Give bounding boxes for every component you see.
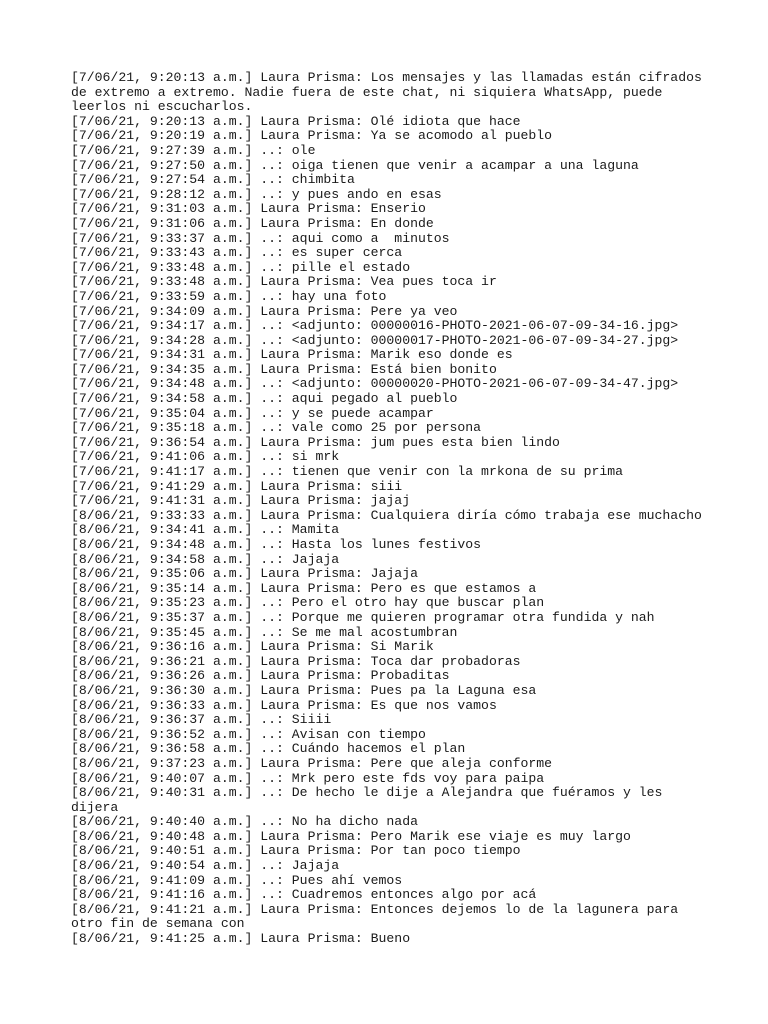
chat-message-line: [8/06/21, 9:34:58 a.m.] ..: Jajaja [71,551,340,567]
chat-message-line: [8/06/21, 9:40:07 a.m.] ..: Mrk pero este fds voy para paipa [71,770,545,786]
chat-message-line: [7/06/21, 9:41:29 a.m.] Laura Prisma: siii [71,478,403,494]
chat-message-line: [8/06/21, 9:36:16 a.m.] Laura Prisma: Si Marik [71,639,434,655]
chat-message-line: [7/06/21, 9:36:54 a.m.] Laura Prisma: jum pues esta bien lindo [71,434,560,450]
chat-message-line: [8/06/21, 9:41:21 a.m.] Laura Prisma: Entonces dejemos lo de la lagunera para otro fin de semana con [71,901,687,932]
chat-message-line: [7/06/21, 9:27:39 a.m.] ..: ole [71,142,316,158]
chat-message-line: [8/06/21, 9:36:26 a.m.] Laura Prisma: Probaditas [71,668,450,684]
chat-message-line: [7/06/21, 9:28:12 a.m.] ..: y pues ando en esas [71,186,442,202]
chat-message-line: [8/06/21, 9:35:14 a.m.] Laura Prisma: Pero es que estamos a [71,580,537,596]
chat-message-line: [8/06/21, 9:41:16 a.m.] ..: Cuadremos entonces algo por acá [71,887,537,903]
chat-message-line: [7/06/21, 9:34:48 a.m.] ..: <adjunto: 00000020-PHOTO-2021-06-07-09-34-47.jpg> [71,376,679,392]
chat-message-line: [8/06/21, 9:36:33 a.m.] Laura Prisma: Es que nos vamos [71,697,497,713]
chat-message-line: [8/06/21, 9:35:37 a.m.] ..: Porque me quieren programar otra fundida y nah [71,609,655,625]
chat-message-line: [7/06/21, 9:35:04 a.m.] ..: y se puede acampar [71,405,434,421]
chat-message-line: [7/06/21, 9:34:58 a.m.] ..: aqui pegado al pueblo [71,391,458,407]
chat-message-line: [7/06/21, 9:34:17 a.m.] ..: <adjunto: 00000016-PHOTO-2021-06-07-09-34-16.jpg> [71,318,679,334]
chat-message-line: [7/06/21, 9:27:54 a.m.] ..: chimbita [71,172,355,188]
chat-message-line: [8/06/21, 9:37:23 a.m.] Laura Prisma: Pere que aleja conforme [71,755,553,771]
chat-message-line: [8/06/21, 9:35:06 a.m.] Laura Prisma: Jajaja [71,566,418,582]
chat-message-line: [7/06/21, 9:41:17 a.m.] ..: tienen que venir con la mrkona de su prima [71,464,623,480]
chat-message-line: [7/06/21, 9:33:48 a.m.] ..: pille el estado [71,259,411,275]
chat-message-line: [8/06/21, 9:40:54 a.m.] ..: Jajaja [71,858,340,874]
chat-message-line: [8/06/21, 9:36:58 a.m.] ..: Cuándo hacemos el plan [71,741,466,757]
chat-message-line: [7/06/21, 9:33:43 a.m.] ..: es super cerca [71,245,403,261]
chat-message-line: [8/06/21, 9:40:48 a.m.] Laura Prisma: Pero Marik ese viaje es muy largo [71,828,631,844]
chat-message-line: [7/06/21, 9:31:06 a.m.] Laura Prisma: En donde [71,215,434,231]
chat-message-line: [7/06/21, 9:20:19 a.m.] Laura Prisma: Ya se acomodo al pueblo [71,128,553,144]
chat-message-line: [7/06/21, 9:34:31 a.m.] Laura Prisma: Marik eso donde es [71,347,513,363]
chat-message-line: [7/06/21, 9:34:09 a.m.] Laura Prisma: Pere ya veo [71,303,458,319]
chat-message-line: [7/06/21, 9:41:06 a.m.] ..: si mrk [71,449,340,465]
chat-message-line: [7/06/21, 9:34:35 a.m.] Laura Prisma: Está bien bonito [71,361,497,377]
chat-message-line: [7/06/21, 9:20:13 a.m.] Laura Prisma: Olé idiota que hace [71,113,521,129]
chat-message-line: [8/06/21, 9:41:09 a.m.] ..: Pues ahí vemos [71,872,403,888]
chat-message-line: [7/06/21, 9:33:59 a.m.] ..: hay una foto [71,288,387,304]
chat-message-line: [8/06/21, 9:34:48 a.m.] ..: Hasta los lunes festivos [71,537,482,552]
chat-message-line: [8/06/21, 9:41:25 a.m.] Laura Prisma: Bueno [71,931,411,947]
chat-message-line: [7/06/21, 9:20:13 a.m.] Laura Prisma: Los mensajes y las llamadas están cifrados de extremo a extremo. Nadie fuera de este chat, ni siquiera WhatsApp, puede leerlos ni escucharlos. [71,70,710,115]
chat-message-line: [7/06/21, 9:33:48 a.m.] Laura Prisma: Vea pues toca ir [71,274,497,290]
chat-message-line: [8/06/21, 9:40:40 a.m.] ..: No ha dicho nada [71,814,418,830]
chat-message-line: [8/06/21, 9:36:30 a.m.] Laura Prisma: Pues pa la Laguna esa [71,682,537,698]
chat-message-line: [7/06/21, 9:41:31 a.m.] Laura Prisma: jajaj [71,493,411,509]
chat-message-line: [8/06/21, 9:34:41 a.m.] ..: Mamita [71,522,340,538]
chat-message-line: [7/06/21, 9:31:03 a.m.] Laura Prisma: Enserio [71,201,426,217]
chat-log [71,70,710,947]
chat-message-line: [8/06/21, 9:36:52 a.m.] ..: Avisan con tiempo [71,726,426,742]
chat-message-line: [8/06/21, 9:40:51 a.m.] Laura Prisma: Por tan poco tiempo [71,843,521,859]
chat-message-line: [7/06/21, 9:27:50 a.m.] ..: oiga tienen que venir a acampar a una laguna [71,157,639,173]
chat-message-line: [8/06/21, 9:36:21 a.m.] Laura Prisma: Toca dar probadoras [71,653,521,669]
chat-message-line: [8/06/21, 9:36:37 a.m.] ..: Siiii [71,712,332,728]
chat-message-line: [8/06/21, 9:33:33 a.m.] Laura Prisma: Cualquiera diría cómo trabaja ese muchacho [71,507,702,523]
chat-message-line: [8/06/21, 9:35:23 a.m.] ..: Pero el otro hay que buscar plan [71,595,545,611]
chat-message-line: [8/06/21, 9:35:45 a.m.] ..: Se me mal acostumbran [71,624,458,640]
chat-message-line: [7/06/21, 9:35:18 a.m.] ..: vale como 25 por persona [71,420,482,436]
chat-message-line: [7/06/21, 9:33:37 a.m.] ..: aqui como a minutos [71,230,450,246]
chat-message-line: [8/06/21, 9:40:31 a.m.] ..: De hecho le dije a Alejandra que fuéramos y les dijera [71,785,671,815]
chat-message-line: [7/06/21, 9:34:28 a.m.] ..: <adjunto: 00000017-PHOTO-2021-06-07-09-34-27.jpg> [71,332,679,348]
